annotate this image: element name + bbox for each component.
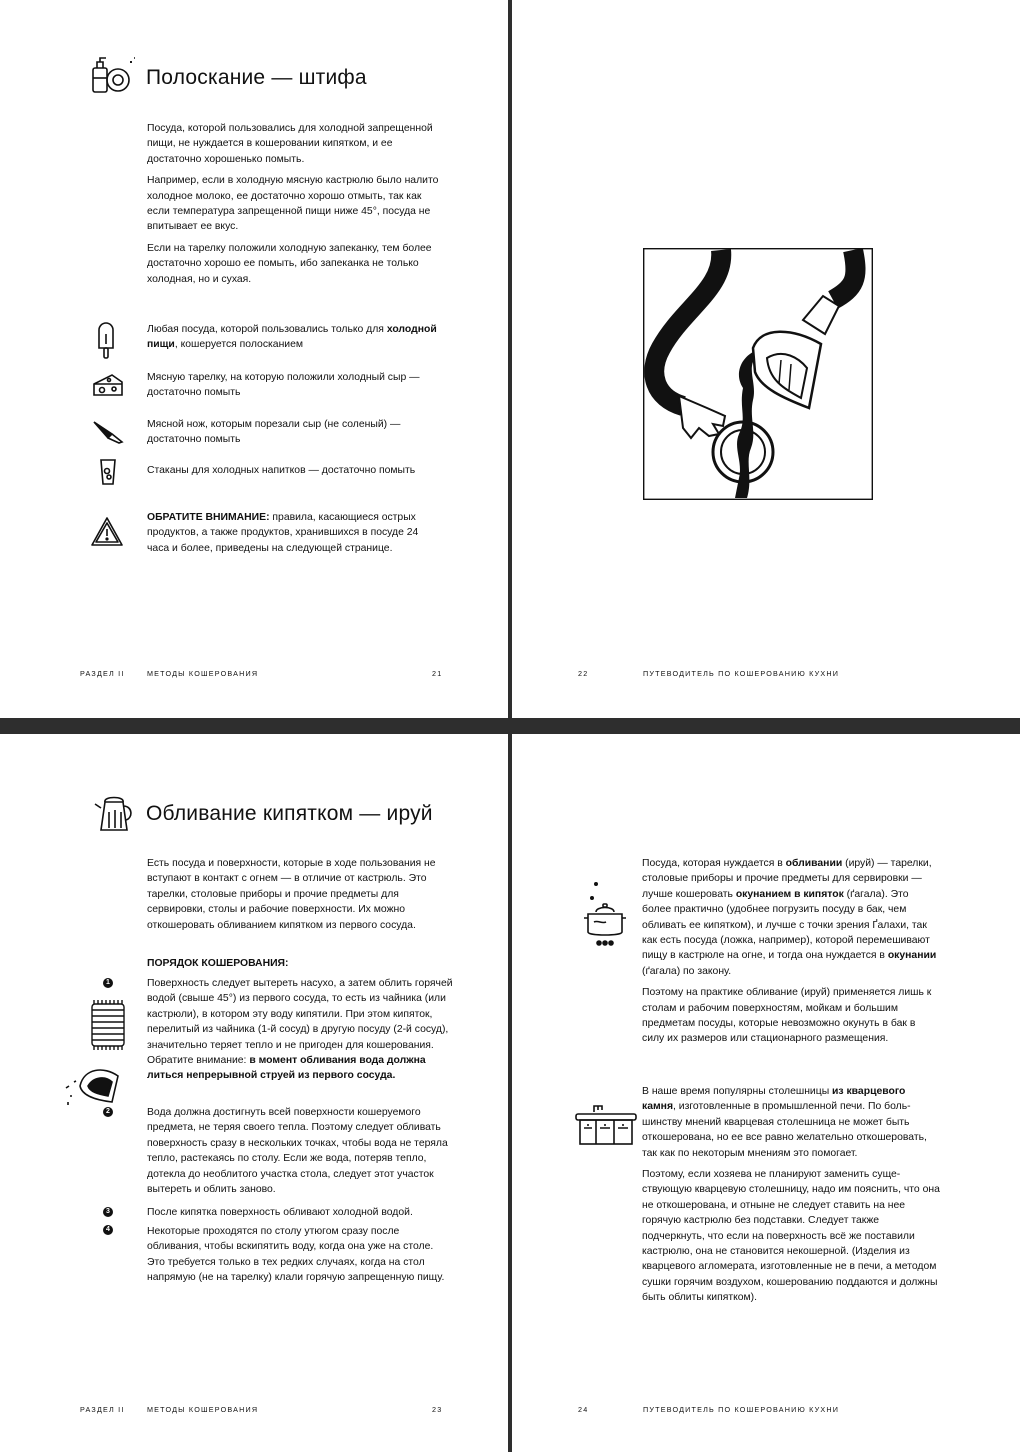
paragraph: Поэтому на практике обливание (ируй) применяется лишь к столам и рабочим поверхностям, мойкам и большим предметам посуды, которые невозможно окунуть в бак в силу их размеров или стационарного размещения. xyxy=(642,987,932,1045)
step-marker-1: 1 xyxy=(103,978,113,988)
warning-icon xyxy=(90,516,124,548)
pouring-kettle-illustration xyxy=(643,248,873,500)
page-title: Обливание кипятком — ируй xyxy=(146,802,433,825)
knife-icon xyxy=(92,418,126,444)
intro-text: Есть посуда и поверхности, которые в ходе пользования не вступают в контакт с огнем — в отличие от кастрюль. Это тарелки, столовые приборы и прочие предметы для сервировки, столы и рабочие поверхности. Их можно откошеровать обливанием кипятком из первого сосуда. xyxy=(147,858,436,931)
kettle-icon xyxy=(93,792,135,834)
footer-title: ПУТЕВОДИТЕЛЬ ПО КОШЕРОВАНИЮ КУХНИ xyxy=(643,669,840,678)
paragraph: Поэтому, если хозяева не планируют заменить существующую кварцевую столешницу, надо им пояснить, что она не откошерована, и отныне не следует ставить на нее горячую кастрюлю без подставки. Следует также подчеркнуть, что если на поверхность всё же поставили кастрюлю, она не становится некошерной. (Изделия из кварцевого агломерата, изготовленные не в печи, а методом сушки горячим воздухом, кошерованию поддаются и должны быть облиты кипятком). xyxy=(642,1169,940,1304)
dish-soap-icon xyxy=(90,56,136,96)
step-marker-3: 3 xyxy=(103,1207,113,1217)
towel-icon xyxy=(88,998,128,1056)
page-title: Полоскание — штифа xyxy=(146,66,367,89)
footer-title: МЕТОДЫ КОШЕРОВАНИЯ xyxy=(147,669,259,678)
popsicle-icon xyxy=(97,322,115,360)
page-22 xyxy=(512,0,1020,718)
footer-section: РАЗДЕЛ II xyxy=(80,669,125,678)
page-21 xyxy=(0,0,508,718)
paragraph: Если на тарелку положили холодную запеканку, тем более достаточно хорошо ее помыть, ибо запеканка не только холодная, но и сухая. xyxy=(147,242,432,285)
cheese-icon xyxy=(92,372,124,398)
kitchen-counter-icon xyxy=(574,1104,638,1148)
step-marker-2: 2 xyxy=(103,1107,113,1117)
list-item: Мясную тарелку, на которую положили холодный сыр — достаточно помыть xyxy=(147,372,420,399)
paragraph: Посуда, которой пользовались для холодной запрещенной пищи, не нуждается в кошеровании кипятком, и ее достаточно хорошенько помыть. xyxy=(147,123,433,165)
note-text: ОБРАТИТЕ ВНИМАНИЕ: правила, касающиеся острых продуктов, а также продуктов, хранившихся в посуде 24 часа и более, приведены на следующей странице. xyxy=(147,512,419,554)
text-block-2 xyxy=(642,1084,940,1312)
list-item: Любая посуда, которой пользовались только для холодной пищи, кошеруется полосканием xyxy=(147,324,437,351)
paragraph: Например, если в холодную мясную кастрюлю было налито холодное молоко, ее достаточно хорошо отмыть, так как если температура запрещенной пищи ниже 45°, посуда не впитывает ее вкус. xyxy=(147,175,439,233)
footer-title: МЕТОДЫ КОШЕРОВАНИЯ xyxy=(147,1405,259,1414)
step-marker-4: 4 xyxy=(103,1225,113,1235)
step-2: Вода должна достигнуть всей поверхности кошеруемого предмета, не теряя своего тепла. Поэтому следует обливать поверхность сразу в нескольких точках, чтобы вода не теряла тепло, растекаясь по столу. Если же вода, потеряв тепло, дотекла до необлитого участка стола, следует этот участок вытереть и облить заново. xyxy=(147,1107,448,1196)
text-block-1 xyxy=(642,856,940,1053)
page-number: 22 xyxy=(578,669,589,678)
list-item: Стаканы для холодных напитков — достаточно помыть xyxy=(147,465,416,476)
paragraph: В наше время популярны столешницы из кварцевого камня, изготовленные в промышленной печи. По большинству мнений кварцевая столешница не может быть откошерована, но ее все равно желательно откошеровать, так как по некоторым мнениям это помогает. xyxy=(642,1086,927,1159)
page-number: 21 xyxy=(432,669,443,678)
iron-icon xyxy=(64,1058,124,1110)
step-3: После кипятка поверхность обливают холодной водой. xyxy=(147,1207,413,1218)
footer-title: ПУТЕВОДИТЕЛЬ ПО КОШЕРОВАНИЮ КУХНИ xyxy=(643,1405,840,1414)
intro-text xyxy=(147,121,447,293)
page-number: 23 xyxy=(432,1405,443,1414)
order-heading: ПОРЯДОК КОШЕРОВАНИЯ: xyxy=(147,958,289,969)
paragraph: Посуда, которая нуждается в обливании (ируй) — тарелки, столовые приборы и прочие предметы для сервировки — лучше кошеровать окунанием в кипяток (ґагала). Это более практично (удобнее погрузить посуду в бак, чем обливать ее кипятком), и лучше с точки зрения Ґалахи, так как есть посуда (ложка, например), которой перемешивают пищу в кастрюле на огне, и тогда она нуждается в окунании (ґагала) по закону. xyxy=(642,858,937,977)
boiling-pot-icon xyxy=(582,880,628,950)
footer-section: РАЗДЕЛ II xyxy=(80,1405,125,1414)
page-24 xyxy=(512,734,1020,1452)
page-number: 24 xyxy=(578,1405,589,1414)
list-item: Мясной нож, которым порезали сыр (не соленый) — достаточно помыть xyxy=(147,419,401,446)
step-4: Некоторые проходятся по столу утюгом сразу после обливания, чтобы вскипятить воду, когда она уже на столе. Это требуется только в тех редких случаях, когда на стол напрямую (не на тарелку) клали горячую запрещенную пищу. xyxy=(147,1226,445,1284)
glass-icon xyxy=(99,458,117,486)
page-23 xyxy=(0,734,508,1452)
step-1: Поверхность следует вытереть насухо, а затем облить горячей водой (свыше 45°) из первого сосуда, то есть из чайника (или кастрюли), в котором эту воду кипятили. При этом кипяток, перелитый из чайника (1-й сосуд) в другую посуду (2-й сосуд), значительно теряет тепло и не пригоден для кошерования. Обратите внимание: в момент обливания вода должна литься непрерывной струей из первого сосуда. xyxy=(147,978,453,1082)
